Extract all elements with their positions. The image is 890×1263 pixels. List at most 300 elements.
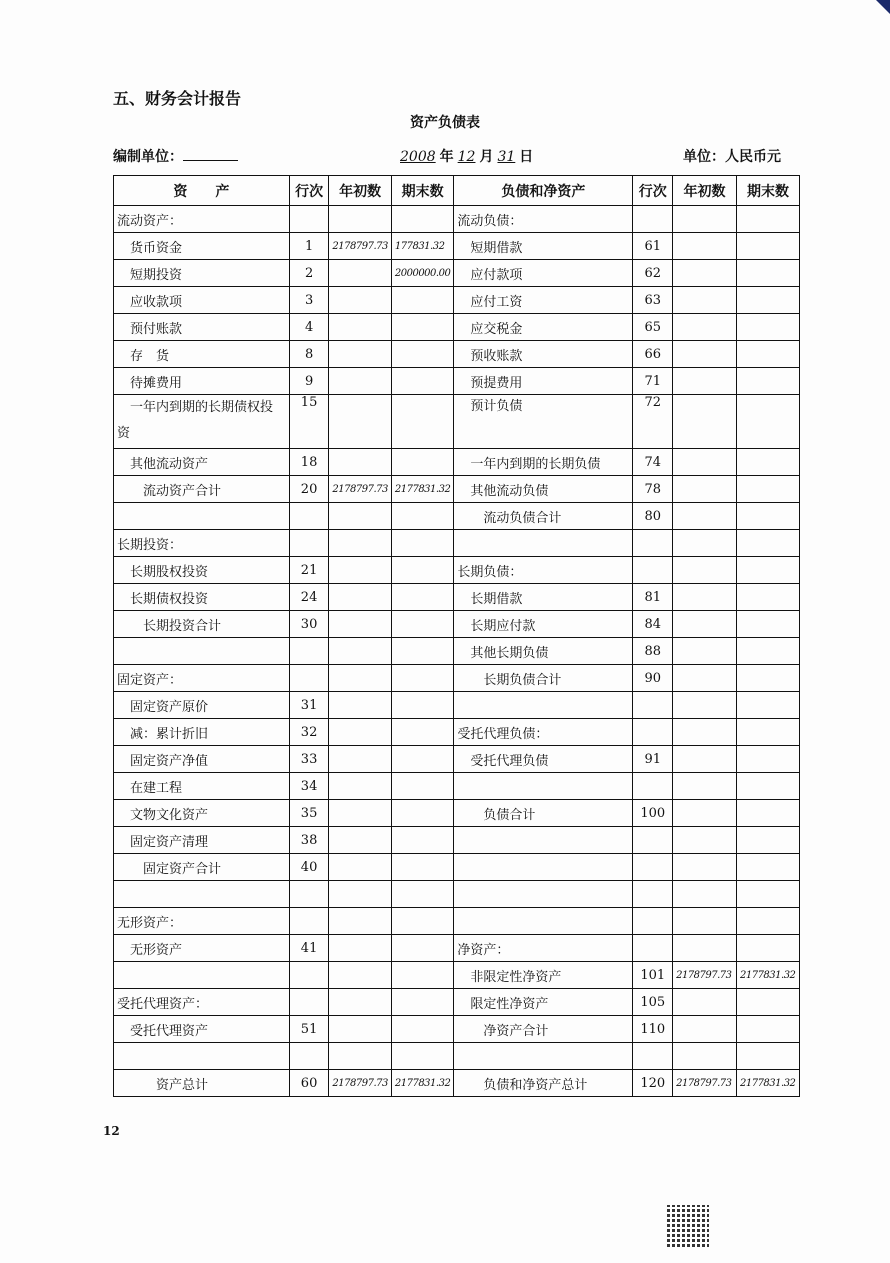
table-row	[114, 935, 800, 962]
year-label: 年	[439, 149, 454, 165]
asset-begin-value	[329, 827, 391, 854]
liability-end-value: 2177831.32	[736, 962, 799, 989]
qr-code	[667, 1205, 709, 1247]
liability-line-no	[633, 557, 673, 584]
liability-end-value	[736, 233, 799, 260]
asset-end-value	[391, 989, 453, 1016]
column-header: 期末数	[736, 176, 799, 206]
table-row	[114, 800, 800, 827]
table-row	[114, 827, 800, 854]
table-row	[114, 503, 800, 530]
asset-name: 固定资产原价	[114, 692, 290, 719]
asset-end-value	[391, 665, 453, 692]
liability-begin-value	[673, 260, 737, 287]
liability-name: 限定性净资产	[454, 989, 633, 1016]
liability-name	[454, 908, 633, 935]
asset-name: 长期债权投资	[114, 584, 290, 611]
liability-line-no: 100	[633, 800, 673, 827]
liability-begin-value	[673, 719, 737, 746]
liability-line-no: 63	[633, 287, 673, 314]
asset-begin-value	[329, 935, 391, 962]
liability-line-no	[633, 206, 673, 233]
liability-line-no: 84	[633, 611, 673, 638]
table-row	[114, 395, 800, 449]
asset-begin-value	[329, 530, 391, 557]
liability-name: 长期负债：	[454, 557, 633, 584]
asset-begin-value	[329, 449, 391, 476]
liability-line-no	[633, 908, 673, 935]
asset-name: 预付账款	[114, 314, 290, 341]
table-row	[114, 881, 800, 908]
asset-end-value	[391, 206, 453, 233]
asset-begin-value	[329, 314, 391, 341]
asset-end-value: 2177831.32	[391, 476, 453, 503]
liability-begin-value	[673, 935, 737, 962]
liability-line-no	[633, 881, 673, 908]
liability-name: 其他长期负债	[454, 638, 633, 665]
liability-end-value	[736, 746, 799, 773]
asset-name: 流动资产：	[114, 206, 290, 233]
liability-begin-value: 2178797.73	[673, 1070, 737, 1097]
liability-name: 预收账款	[454, 341, 633, 368]
asset-name	[114, 962, 290, 989]
liability-name: 负债和净资产总计	[454, 1070, 633, 1097]
asset-begin-value	[329, 719, 391, 746]
liability-line-no	[633, 935, 673, 962]
liability-name: 长期负债合计	[454, 665, 633, 692]
column-header: 年初数	[673, 176, 737, 206]
liability-begin-value	[673, 557, 737, 584]
table-row	[114, 314, 800, 341]
liability-end-value	[736, 611, 799, 638]
liability-name: 净资产：	[454, 935, 633, 962]
asset-end-value	[391, 773, 453, 800]
asset-end-value	[391, 827, 453, 854]
liability-end-value	[736, 908, 799, 935]
corner-mark	[876, 0, 890, 14]
asset-begin-value	[329, 503, 391, 530]
liability-begin-value	[673, 1043, 737, 1070]
asset-name: 固定资产净值	[114, 746, 290, 773]
liability-end-value	[736, 395, 799, 449]
liability-begin-value	[673, 476, 737, 503]
liability-line-no: 90	[633, 665, 673, 692]
liability-name: 长期应付款	[454, 611, 633, 638]
liability-line-no: 91	[633, 746, 673, 773]
liability-begin-value	[673, 395, 737, 449]
column-header: 行次	[633, 176, 673, 206]
date-day: 31	[497, 149, 516, 165]
asset-line-no: 1	[289, 233, 329, 260]
asset-name: 其他流动资产	[114, 449, 290, 476]
day-label: 日	[519, 149, 534, 165]
liability-line-no: 72	[633, 395, 673, 449]
asset-name: 资产总计	[114, 1070, 290, 1097]
liability-name	[454, 692, 633, 719]
liability-end-value	[736, 287, 799, 314]
asset-end-value	[391, 503, 453, 530]
liability-line-no: 120	[633, 1070, 673, 1097]
asset-line-no	[289, 206, 329, 233]
asset-end-value	[391, 395, 453, 449]
asset-line-no: 9	[289, 368, 329, 395]
liability-end-value	[736, 719, 799, 746]
asset-begin-value	[329, 773, 391, 800]
liability-name	[454, 773, 633, 800]
asset-begin-value	[329, 395, 391, 449]
liability-name: 应付工资	[454, 287, 633, 314]
liability-line-no	[633, 692, 673, 719]
asset-name: 固定资产清理	[114, 827, 290, 854]
column-header: 期末数	[391, 176, 453, 206]
asset-name: 长期股权投资	[114, 557, 290, 584]
asset-line-no	[289, 989, 329, 1016]
asset-name: 流动资产合计	[114, 476, 290, 503]
table-row	[114, 233, 800, 260]
asset-begin-value	[329, 665, 391, 692]
liability-end-value	[736, 1043, 799, 1070]
asset-begin-value	[329, 989, 391, 1016]
asset-name	[114, 1043, 290, 1070]
asset-end-value	[391, 962, 453, 989]
asset-begin-value	[329, 962, 391, 989]
liability-end-value	[736, 449, 799, 476]
asset-begin-value	[329, 746, 391, 773]
liability-begin-value	[673, 746, 737, 773]
date-year: 2008	[400, 149, 436, 165]
liability-name: 净资产合计	[454, 1016, 633, 1043]
report-date	[396, 146, 533, 166]
liability-name: 流动负债：	[454, 206, 633, 233]
asset-begin-value	[329, 557, 391, 584]
asset-end-value	[391, 800, 453, 827]
liability-begin-value	[673, 665, 737, 692]
asset-begin-value	[329, 584, 391, 611]
liability-line-no: 81	[633, 584, 673, 611]
table-row	[114, 476, 800, 503]
asset-begin-value	[329, 854, 391, 881]
preparer	[113, 146, 238, 166]
asset-end-value	[391, 719, 453, 746]
liability-end-value	[736, 476, 799, 503]
asset-begin-value	[329, 611, 391, 638]
table-row	[114, 908, 800, 935]
asset-line-no	[289, 881, 329, 908]
asset-begin-value: 2178797.73	[329, 233, 391, 260]
liability-end-value	[736, 854, 799, 881]
report-title: 资产负债表	[410, 115, 480, 131]
liability-end-value	[736, 206, 799, 233]
column-header: 行次	[289, 176, 329, 206]
liability-name: 预计负债	[454, 395, 633, 449]
liability-name: 应交税金	[454, 314, 633, 341]
asset-line-no: 24	[289, 584, 329, 611]
table-row	[114, 584, 800, 611]
liability-end-value	[736, 692, 799, 719]
liability-name	[454, 530, 633, 557]
liability-begin-value	[673, 449, 737, 476]
column-header: 资 产	[114, 176, 290, 206]
asset-name: 长期投资：	[114, 530, 290, 557]
liability-end-value	[736, 935, 799, 962]
liability-end-value	[736, 800, 799, 827]
asset-name: 无形资产：	[114, 908, 290, 935]
asset-begin-value	[329, 341, 391, 368]
liability-end-value	[736, 989, 799, 1016]
asset-end-value	[391, 1016, 453, 1043]
liability-begin-value	[673, 989, 737, 1016]
liability-end-value	[736, 530, 799, 557]
asset-line-no	[289, 638, 329, 665]
liability-begin-value	[673, 206, 737, 233]
liability-name	[454, 854, 633, 881]
liability-begin-value	[673, 827, 737, 854]
asset-name	[114, 503, 290, 530]
liability-begin-value	[673, 800, 737, 827]
liability-begin-value	[673, 503, 737, 530]
asset-line-no: 34	[289, 773, 329, 800]
currency-unit: 单位：人民币元	[683, 149, 781, 165]
liability-begin-value	[673, 638, 737, 665]
liability-begin-value	[673, 1016, 737, 1043]
liability-end-value	[736, 665, 799, 692]
table-row	[114, 1043, 800, 1070]
liability-name: 一年内到期的长期负债	[454, 449, 633, 476]
asset-line-no	[289, 503, 329, 530]
asset-end-value	[391, 449, 453, 476]
column-header: 负债和净资产	[454, 176, 633, 206]
asset-name: 存 货	[114, 341, 290, 368]
asset-end-value	[391, 611, 453, 638]
asset-name: 待摊费用	[114, 368, 290, 395]
table-row	[114, 719, 800, 746]
asset-begin-value	[329, 260, 391, 287]
liability-begin-value	[673, 368, 737, 395]
asset-line-no: 35	[289, 800, 329, 827]
liability-name: 负债合计	[454, 800, 633, 827]
liability-begin-value	[673, 314, 737, 341]
asset-line-no: 8	[289, 341, 329, 368]
asset-line-no: 30	[289, 611, 329, 638]
liability-line-no	[633, 1043, 673, 1070]
liability-name: 应付款项	[454, 260, 633, 287]
liability-end-value	[736, 827, 799, 854]
liability-begin-value	[673, 692, 737, 719]
asset-begin-value	[329, 881, 391, 908]
table-row	[114, 1016, 800, 1043]
asset-name: 货币资金	[114, 233, 290, 260]
asset-end-value	[391, 368, 453, 395]
table-row	[114, 368, 800, 395]
asset-line-no: 15	[289, 395, 329, 449]
table-row	[114, 746, 800, 773]
asset-line-no: 60	[289, 1070, 329, 1097]
asset-begin-value	[329, 800, 391, 827]
liability-begin-value	[673, 881, 737, 908]
asset-line-no: 33	[289, 746, 329, 773]
asset-end-value: 2177831.32	[391, 1070, 453, 1097]
liability-line-no	[633, 854, 673, 881]
liability-begin-value	[673, 530, 737, 557]
month-label: 月	[479, 149, 494, 165]
asset-name: 文物文化资产	[114, 800, 290, 827]
liability-line-no	[633, 773, 673, 800]
asset-line-no: 51	[289, 1016, 329, 1043]
asset-name: 长期投资合计	[114, 611, 290, 638]
asset-end-value	[391, 1043, 453, 1070]
liability-name: 预提费用	[454, 368, 633, 395]
liability-line-no: 62	[633, 260, 673, 287]
liability-begin-value	[673, 611, 737, 638]
asset-end-value	[391, 692, 453, 719]
table-row	[114, 449, 800, 476]
asset-line-no: 38	[289, 827, 329, 854]
table-row	[114, 287, 800, 314]
asset-begin-value	[329, 368, 391, 395]
asset-line-no	[289, 1043, 329, 1070]
table-row	[114, 854, 800, 881]
table-row	[114, 1070, 800, 1097]
asset-begin-value	[329, 206, 391, 233]
liability-end-value	[736, 260, 799, 287]
asset-line-no	[289, 962, 329, 989]
table-row	[114, 260, 800, 287]
liability-begin-value	[673, 908, 737, 935]
liability-line-no: 61	[633, 233, 673, 260]
liability-end-value	[736, 341, 799, 368]
liability-begin-value	[673, 584, 737, 611]
asset-end-value	[391, 341, 453, 368]
asset-begin-value	[329, 638, 391, 665]
asset-line-no: 2	[289, 260, 329, 287]
table-row	[114, 557, 800, 584]
asset-end-value	[391, 908, 453, 935]
asset-begin-value	[329, 908, 391, 935]
asset-end-value	[391, 557, 453, 584]
asset-end-value	[391, 638, 453, 665]
table-row	[114, 341, 800, 368]
asset-line-no	[289, 908, 329, 935]
asset-name: 应收款项	[114, 287, 290, 314]
asset-line-no: 18	[289, 449, 329, 476]
section-title: 五、财务会计报告	[113, 89, 242, 108]
date-month: 12	[457, 149, 476, 165]
liability-line-no	[633, 530, 673, 557]
asset-end-value	[391, 854, 453, 881]
asset-end-value	[391, 935, 453, 962]
header-row	[114, 176, 800, 206]
liability-end-value	[736, 503, 799, 530]
asset-begin-value	[329, 1016, 391, 1043]
liability-end-value: 2177831.32	[736, 1070, 799, 1097]
asset-line-no: 32	[289, 719, 329, 746]
liability-name	[454, 1043, 633, 1070]
liability-begin-value	[673, 287, 737, 314]
balance-sheet-table	[113, 175, 800, 1097]
asset-name	[114, 638, 290, 665]
asset-begin-value: 2178797.73	[329, 1070, 391, 1097]
liability-end-value	[736, 314, 799, 341]
liability-name: 短期借款	[454, 233, 633, 260]
liability-name	[454, 827, 633, 854]
asset-line-no	[289, 665, 329, 692]
asset-name: 无形资产	[114, 935, 290, 962]
liability-name: 长期借款	[454, 584, 633, 611]
asset-line-no: 21	[289, 557, 329, 584]
table-row	[114, 206, 800, 233]
liability-end-value	[736, 557, 799, 584]
liability-name: 非限定性净资产	[454, 962, 633, 989]
liability-end-value	[736, 584, 799, 611]
table-row	[114, 638, 800, 665]
asset-end-value	[391, 530, 453, 557]
liability-line-no	[633, 719, 673, 746]
asset-line-no	[289, 530, 329, 557]
asset-name	[114, 881, 290, 908]
asset-begin-value	[329, 1043, 391, 1070]
liability-line-no: 101	[633, 962, 673, 989]
liability-line-no: 78	[633, 476, 673, 503]
asset-line-no: 4	[289, 314, 329, 341]
table-row	[114, 611, 800, 638]
liability-name: 受托代理负债	[454, 746, 633, 773]
asset-name: 固定资产合计	[114, 854, 290, 881]
table-row	[114, 989, 800, 1016]
asset-line-no: 3	[289, 287, 329, 314]
liability-line-no: 65	[633, 314, 673, 341]
liability-line-no: 66	[633, 341, 673, 368]
asset-name: 受托代理资产	[114, 1016, 290, 1043]
asset-name: 短期投资	[114, 260, 290, 287]
asset-end-value	[391, 314, 453, 341]
asset-name: 一年内到期的长期债权投资	[114, 395, 290, 449]
liability-begin-value	[673, 854, 737, 881]
asset-name: 固定资产：	[114, 665, 290, 692]
asset-end-value: 177831.32	[391, 233, 453, 260]
asset-begin-value: 2178797.73	[329, 476, 391, 503]
liability-end-value	[736, 881, 799, 908]
asset-end-value	[391, 584, 453, 611]
asset-name: 在建工程	[114, 773, 290, 800]
table-row	[114, 692, 800, 719]
page-number: 12	[103, 1124, 120, 1138]
liability-end-value	[736, 638, 799, 665]
liability-begin-value: 2178797.73	[673, 962, 737, 989]
table-row	[114, 665, 800, 692]
liability-line-no: 88	[633, 638, 673, 665]
liability-begin-value	[673, 773, 737, 800]
preparer-blank	[183, 160, 238, 161]
liability-end-value	[736, 1016, 799, 1043]
asset-end-value	[391, 746, 453, 773]
asset-begin-value	[329, 692, 391, 719]
column-header: 年初数	[329, 176, 391, 206]
liability-line-no: 74	[633, 449, 673, 476]
asset-name: 减：累计折旧	[114, 719, 290, 746]
asset-begin-value	[329, 287, 391, 314]
table-row	[114, 773, 800, 800]
liability-line-no: 80	[633, 503, 673, 530]
liability-end-value	[736, 368, 799, 395]
asset-end-value: 2000000.00	[391, 260, 453, 287]
liability-line-no	[633, 827, 673, 854]
asset-line-no: 31	[289, 692, 329, 719]
liability-line-no: 71	[633, 368, 673, 395]
liability-end-value	[736, 773, 799, 800]
liability-line-no: 110	[633, 1016, 673, 1043]
asset-line-no: 41	[289, 935, 329, 962]
asset-line-no: 40	[289, 854, 329, 881]
